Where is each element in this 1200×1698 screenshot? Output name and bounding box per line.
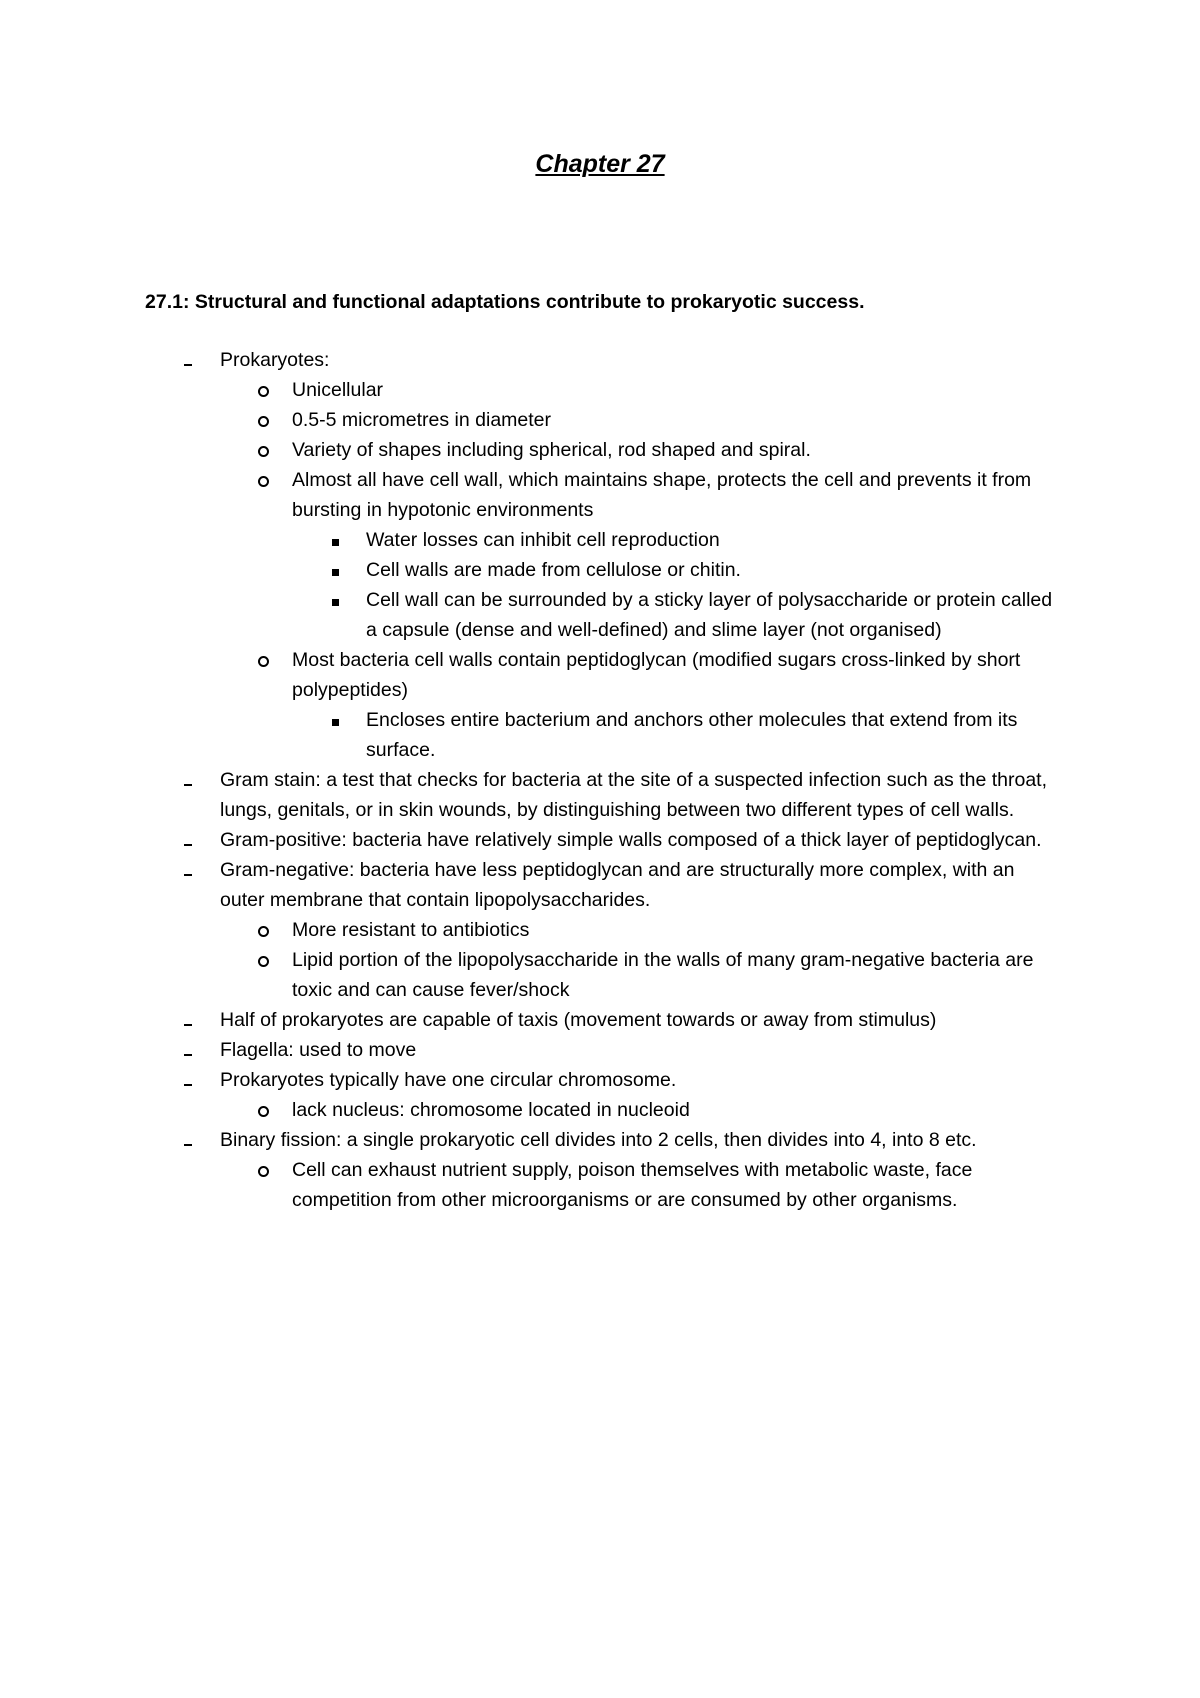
list-item xyxy=(0,1005,1060,1035)
list-item xyxy=(0,1065,1060,1095)
dash-bullet-icon xyxy=(184,1005,204,1035)
list-item xyxy=(0,705,1066,765)
list-item-text: Gram-positive: bacteria have relatively simple walls composed of a thick layer of peptidoglycan. xyxy=(220,829,1042,851)
list-item xyxy=(0,645,1052,705)
list-item-text: Lipid portion of the lipopolysaccharide in the walls of many gram-negative bacteria are toxic and can cause fever/shock xyxy=(292,949,1034,1001)
list-item-text: More resistant to antibiotics xyxy=(292,919,530,941)
square-bullet-icon xyxy=(332,705,352,735)
list-item xyxy=(0,1125,1060,1155)
list-item-text: Flagella: used to move xyxy=(220,1039,417,1061)
square-bullet-icon xyxy=(332,525,352,555)
list-item-text: Cell walls are made from cellulose or chitin. xyxy=(366,559,741,581)
list-item-text: Cell can exhaust nutrient supply, poison themselves with metabolic waste, face competition from other microorganisms or are consumed by other organisms. xyxy=(292,1159,973,1211)
list-item xyxy=(0,465,1052,525)
list-item-text: Half of prokaryotes are capable of taxis (movement towards or away from stimulus) xyxy=(220,1009,937,1031)
list-item-text: Gram-negative: bacteria have less peptidoglycan and are structurally more complex, with an outer membrane that contain lipopolysaccharides. xyxy=(220,859,1015,911)
list-item xyxy=(0,855,1060,915)
section-heading: 27.1: Structural and functional adaptations contribute to prokaryotic success. xyxy=(145,291,865,313)
circle-bullet-icon xyxy=(258,945,278,976)
list-item xyxy=(0,915,1052,945)
circle-bullet-icon xyxy=(258,915,278,946)
list-item-text: Encloses entire bacterium and anchors other molecules that extend from its surface. xyxy=(366,709,1018,761)
list-item xyxy=(0,1095,1052,1125)
square-bullet-icon xyxy=(332,585,352,615)
dash-bullet-icon xyxy=(184,345,204,375)
notes-list xyxy=(0,345,1200,1215)
list-item-text: 0.5-5 micrometres in diameter xyxy=(292,409,552,431)
circle-bullet-icon xyxy=(258,645,278,676)
list-item xyxy=(0,375,1052,405)
list-item xyxy=(0,1035,1060,1065)
circle-bullet-icon xyxy=(258,435,278,466)
list-item xyxy=(0,585,1066,645)
dash-bullet-icon xyxy=(184,1035,204,1065)
circle-bullet-icon xyxy=(258,465,278,496)
list-item-text: Cell wall can be surrounded by a sticky layer of polysaccharide or protein called a capsule (dense and well-defined) and slime layer (not organised) xyxy=(366,589,1053,641)
list-item xyxy=(0,1155,1052,1215)
list-item-text: Water losses can inhibit cell reproduction xyxy=(366,529,720,551)
list-item xyxy=(0,405,1052,435)
list-item-text: Almost all have cell wall, which maintains shape, protects the cell and prevents it from bursting in hypotonic environments xyxy=(292,469,1032,521)
list-item-text: Unicellular xyxy=(292,379,384,401)
dash-bullet-icon xyxy=(184,1125,204,1155)
list-item xyxy=(0,555,1066,585)
list-item xyxy=(0,825,1060,855)
dash-bullet-icon xyxy=(184,825,204,855)
list-item-text: Prokaryotes: xyxy=(220,349,330,371)
dash-bullet-icon xyxy=(184,1065,204,1095)
circle-bullet-icon xyxy=(258,375,278,406)
list-item xyxy=(0,525,1066,555)
list-item-text: Prokaryotes typically have one circular chromosome. xyxy=(220,1069,677,1091)
list-item xyxy=(0,945,1052,1005)
square-bullet-icon xyxy=(332,555,352,585)
list-item-text: Variety of shapes including spherical, rod shaped and spiral. xyxy=(292,439,811,461)
dash-bullet-icon xyxy=(184,765,204,795)
list-item-text: Gram stain: a test that checks for bacteria at the site of a suspected infection such as the throat, lungs, genitals, or in skin wounds, by distinguishing between two different types of cell walls. xyxy=(220,769,1048,821)
list-item xyxy=(0,765,1060,825)
circle-bullet-icon xyxy=(258,1095,278,1126)
page-title: Chapter 27 xyxy=(535,150,665,178)
dash-bullet-icon xyxy=(184,855,204,885)
list-item-text: lack nucleus: chromosome located in nucleoid xyxy=(292,1099,690,1121)
list-item-text: Binary fission: a single prokaryotic cell divides into 2 cells, then divides into 4, into 8 etc. xyxy=(220,1129,977,1151)
list-item xyxy=(0,345,1060,375)
circle-bullet-icon xyxy=(258,405,278,436)
list-item-text: Most bacteria cell walls contain peptidoglycan (modified sugars cross-linked by short polypeptides) xyxy=(292,649,1021,701)
list-item xyxy=(0,435,1052,465)
circle-bullet-icon xyxy=(258,1155,278,1186)
